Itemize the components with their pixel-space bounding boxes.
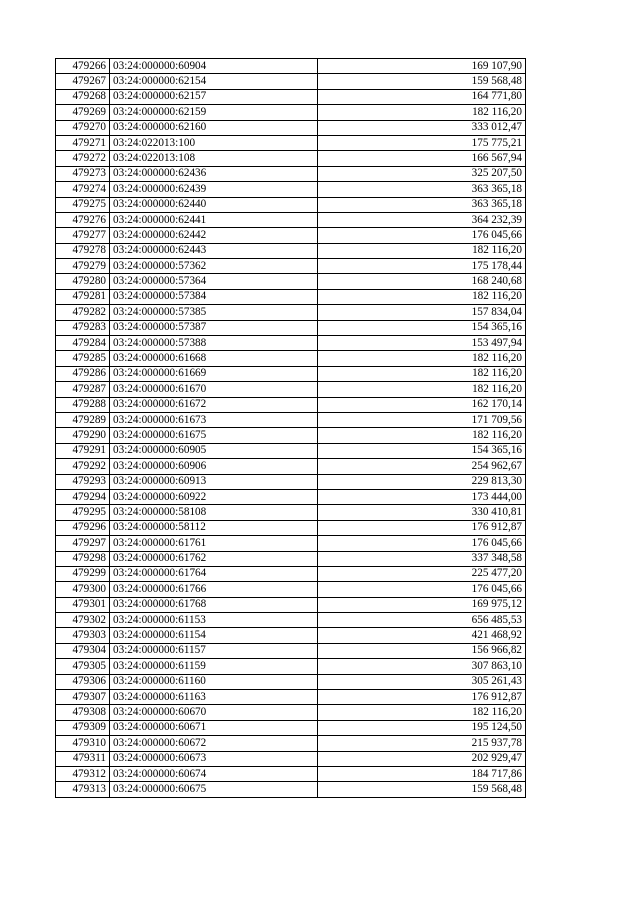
cadastral-value: 154 365,16 bbox=[318, 443, 526, 458]
cadastral-number: 03:24:000000:61762 bbox=[110, 551, 318, 566]
cadastral-number: 03:24:000000:61153 bbox=[110, 613, 318, 628]
cadastral-value: 182 116,20 bbox=[318, 105, 526, 120]
row-number: 479285 bbox=[56, 351, 110, 366]
table-row bbox=[56, 351, 526, 366]
cadastral-number: 03:24:000000:61670 bbox=[110, 382, 318, 397]
row-number: 479294 bbox=[56, 489, 110, 504]
table-row bbox=[56, 259, 526, 274]
row-number: 479277 bbox=[56, 228, 110, 243]
cadastral-value: 176 045,66 bbox=[318, 228, 526, 243]
cadastral-number: 03:24:000000:61675 bbox=[110, 428, 318, 443]
table-row bbox=[56, 551, 526, 566]
cadastral-number: 03:24:000000:60906 bbox=[110, 459, 318, 474]
cadastral-number: 03:24:000000:62159 bbox=[110, 105, 318, 120]
cadastral-number: 03:24:000000:61163 bbox=[110, 690, 318, 705]
cadastral-value: 169 975,12 bbox=[318, 597, 526, 612]
table-body bbox=[56, 59, 526, 798]
row-number: 479283 bbox=[56, 320, 110, 335]
cadastral-value-table bbox=[55, 58, 526, 798]
cadastral-number: 03:24:000000:61154 bbox=[110, 628, 318, 643]
table-row bbox=[56, 305, 526, 320]
cadastral-number: 03:24:000000:60672 bbox=[110, 736, 318, 751]
cadastral-value: 166 567,94 bbox=[318, 151, 526, 166]
table-row bbox=[56, 182, 526, 197]
cadastral-number: 03:24:000000:61673 bbox=[110, 412, 318, 427]
cadastral-value: 337 348,58 bbox=[318, 551, 526, 566]
row-number: 479278 bbox=[56, 243, 110, 258]
row-number: 479305 bbox=[56, 659, 110, 674]
cadastral-value: 168 240,68 bbox=[318, 274, 526, 289]
row-number: 479273 bbox=[56, 166, 110, 181]
row-number: 479291 bbox=[56, 443, 110, 458]
cadastral-number: 03:24:000000:62439 bbox=[110, 182, 318, 197]
row-number: 479288 bbox=[56, 397, 110, 412]
row-number: 479306 bbox=[56, 674, 110, 689]
row-number: 479293 bbox=[56, 474, 110, 489]
cadastral-number: 03:24:000000:58112 bbox=[110, 520, 318, 535]
cadastral-number: 03:24:000000:60905 bbox=[110, 443, 318, 458]
table-row bbox=[56, 536, 526, 551]
cadastral-value: 176 045,66 bbox=[318, 536, 526, 551]
table-row bbox=[56, 366, 526, 381]
cadastral-value: 176 912,87 bbox=[318, 520, 526, 535]
cadastral-value: 159 568,48 bbox=[318, 782, 526, 797]
row-number: 479309 bbox=[56, 720, 110, 735]
cadastral-value: 182 116,20 bbox=[318, 366, 526, 381]
row-number: 479299 bbox=[56, 566, 110, 581]
cadastral-number: 03:24:022013:108 bbox=[110, 151, 318, 166]
table-row bbox=[56, 289, 526, 304]
cadastral-value: 182 116,20 bbox=[318, 428, 526, 443]
table-row bbox=[56, 582, 526, 597]
cadastral-value: 182 116,20 bbox=[318, 243, 526, 258]
cadastral-value: 202 929,47 bbox=[318, 751, 526, 766]
cadastral-number: 03:24:000000:58108 bbox=[110, 505, 318, 520]
cadastral-number: 03:24:000000:61160 bbox=[110, 674, 318, 689]
row-number: 479302 bbox=[56, 613, 110, 628]
row-number: 479287 bbox=[56, 382, 110, 397]
cadastral-value: 229 813,30 bbox=[318, 474, 526, 489]
table-row bbox=[56, 120, 526, 135]
cadastral-value: 215 937,78 bbox=[318, 736, 526, 751]
cadastral-value: 363 365,18 bbox=[318, 182, 526, 197]
cadastral-value: 157 834,04 bbox=[318, 305, 526, 320]
cadastral-value: 162 170,14 bbox=[318, 397, 526, 412]
table-row bbox=[56, 59, 526, 74]
cadastral-value: 182 116,20 bbox=[318, 289, 526, 304]
row-number: 479280 bbox=[56, 274, 110, 289]
row-number: 479276 bbox=[56, 212, 110, 227]
table-row bbox=[56, 766, 526, 781]
row-number: 479311 bbox=[56, 751, 110, 766]
cadastral-number: 03:24:000000:61761 bbox=[110, 536, 318, 551]
cadastral-value: 175 178,44 bbox=[318, 259, 526, 274]
cadastral-value: 164 771,80 bbox=[318, 89, 526, 104]
cadastral-number: 03:24:000000:57388 bbox=[110, 336, 318, 351]
cadastral-value: 305 261,43 bbox=[318, 674, 526, 689]
table-row bbox=[56, 443, 526, 458]
row-number: 479304 bbox=[56, 643, 110, 658]
row-number: 479286 bbox=[56, 366, 110, 381]
row-number: 479298 bbox=[56, 551, 110, 566]
row-number: 479308 bbox=[56, 705, 110, 720]
cadastral-value: 159 568,48 bbox=[318, 74, 526, 89]
table-row bbox=[56, 520, 526, 535]
table-row bbox=[56, 336, 526, 351]
cadastral-number: 03:24:000000:60671 bbox=[110, 720, 318, 735]
cadastral-number: 03:24:000000:61157 bbox=[110, 643, 318, 658]
cadastral-value: 182 116,20 bbox=[318, 351, 526, 366]
cadastral-value: 307 863,10 bbox=[318, 659, 526, 674]
cadastral-value: 333 012,47 bbox=[318, 120, 526, 135]
row-number: 479292 bbox=[56, 459, 110, 474]
cadastral-number: 03:24:000000:62436 bbox=[110, 166, 318, 181]
cadastral-value: 176 045,66 bbox=[318, 582, 526, 597]
table-row bbox=[56, 243, 526, 258]
table-row bbox=[56, 705, 526, 720]
cadastral-value: 225 477,20 bbox=[318, 566, 526, 581]
row-number: 479301 bbox=[56, 597, 110, 612]
table-row bbox=[56, 459, 526, 474]
row-number: 479279 bbox=[56, 259, 110, 274]
table-row bbox=[56, 643, 526, 658]
row-number: 479300 bbox=[56, 582, 110, 597]
table-row bbox=[56, 197, 526, 212]
row-number: 479296 bbox=[56, 520, 110, 535]
cadastral-number: 03:24:000000:61768 bbox=[110, 597, 318, 612]
table-row bbox=[56, 505, 526, 520]
row-number: 479268 bbox=[56, 89, 110, 104]
row-number: 479281 bbox=[56, 289, 110, 304]
row-number: 479312 bbox=[56, 766, 110, 781]
cadastral-value: 195 124,50 bbox=[318, 720, 526, 735]
cadastral-number: 03:24:000000:57384 bbox=[110, 289, 318, 304]
cadastral-value: 656 485,53 bbox=[318, 613, 526, 628]
row-number: 479310 bbox=[56, 736, 110, 751]
table-row bbox=[56, 166, 526, 181]
table-row bbox=[56, 428, 526, 443]
table-row bbox=[56, 597, 526, 612]
cadastral-value: 421 468,92 bbox=[318, 628, 526, 643]
table-row bbox=[56, 274, 526, 289]
cadastral-number: 03:24:000000:57387 bbox=[110, 320, 318, 335]
row-number: 479272 bbox=[56, 151, 110, 166]
cadastral-number: 03:24:000000:61159 bbox=[110, 659, 318, 674]
table-row bbox=[56, 397, 526, 412]
cadastral-number: 03:24:022013:100 bbox=[110, 135, 318, 150]
table-row bbox=[56, 74, 526, 89]
cadastral-value: 169 107,90 bbox=[318, 59, 526, 74]
cadastral-number: 03:24:000000:60913 bbox=[110, 474, 318, 489]
cadastral-number: 03:24:000000:60922 bbox=[110, 489, 318, 504]
row-number: 479274 bbox=[56, 182, 110, 197]
row-number: 479290 bbox=[56, 428, 110, 443]
cadastral-number: 03:24:000000:62441 bbox=[110, 212, 318, 227]
cadastral-value: 182 116,20 bbox=[318, 705, 526, 720]
cadastral-value: 173 444,00 bbox=[318, 489, 526, 504]
row-number: 479295 bbox=[56, 505, 110, 520]
cadastral-number: 03:24:000000:62157 bbox=[110, 89, 318, 104]
table-row bbox=[56, 89, 526, 104]
table-row bbox=[56, 628, 526, 643]
row-number: 479282 bbox=[56, 305, 110, 320]
table-row bbox=[56, 228, 526, 243]
row-number: 479313 bbox=[56, 782, 110, 797]
cadastral-number: 03:24:000000:62443 bbox=[110, 243, 318, 258]
cadastral-number: 03:24:000000:60673 bbox=[110, 751, 318, 766]
cadastral-value: 364 232,39 bbox=[318, 212, 526, 227]
table-row bbox=[56, 782, 526, 797]
table-row bbox=[56, 736, 526, 751]
row-number: 479267 bbox=[56, 74, 110, 89]
table-row bbox=[56, 151, 526, 166]
cadastral-value: 363 365,18 bbox=[318, 197, 526, 212]
cadastral-value: 175 775,21 bbox=[318, 135, 526, 150]
cadastral-value: 176 912,87 bbox=[318, 690, 526, 705]
table-row bbox=[56, 382, 526, 397]
cadastral-value: 184 717,86 bbox=[318, 766, 526, 781]
table-row bbox=[56, 613, 526, 628]
row-number: 479266 bbox=[56, 59, 110, 74]
cadastral-value: 154 365,16 bbox=[318, 320, 526, 335]
cadastral-number: 03:24:000000:61668 bbox=[110, 351, 318, 366]
cadastral-number: 03:24:000000:57364 bbox=[110, 274, 318, 289]
row-number: 479289 bbox=[56, 412, 110, 427]
cadastral-number: 03:24:000000:62154 bbox=[110, 74, 318, 89]
cadastral-value: 254 962,67 bbox=[318, 459, 526, 474]
table-row bbox=[56, 659, 526, 674]
table-row bbox=[56, 489, 526, 504]
cadastral-number: 03:24:000000:61764 bbox=[110, 566, 318, 581]
cadastral-value: 325 207,50 bbox=[318, 166, 526, 181]
table-row bbox=[56, 412, 526, 427]
cadastral-value: 153 497,94 bbox=[318, 336, 526, 351]
document-page bbox=[55, 58, 526, 798]
cadastral-number: 03:24:000000:61766 bbox=[110, 582, 318, 597]
table-row bbox=[56, 212, 526, 227]
cadastral-number: 03:24:000000:60670 bbox=[110, 705, 318, 720]
table-row bbox=[56, 105, 526, 120]
table-row bbox=[56, 674, 526, 689]
cadastral-number: 03:24:000000:61672 bbox=[110, 397, 318, 412]
table-row bbox=[56, 320, 526, 335]
row-number: 479307 bbox=[56, 690, 110, 705]
cadastral-number: 03:24:000000:57362 bbox=[110, 259, 318, 274]
cadastral-number: 03:24:000000:62440 bbox=[110, 197, 318, 212]
table-row bbox=[56, 751, 526, 766]
cadastral-number: 03:24:000000:60674 bbox=[110, 766, 318, 781]
cadastral-value: 330 410,81 bbox=[318, 505, 526, 520]
table-row bbox=[56, 566, 526, 581]
cadastral-number: 03:24:000000:57385 bbox=[110, 305, 318, 320]
table-row bbox=[56, 474, 526, 489]
row-number: 479271 bbox=[56, 135, 110, 150]
table-row bbox=[56, 720, 526, 735]
cadastral-value: 182 116,20 bbox=[318, 382, 526, 397]
table-row bbox=[56, 690, 526, 705]
cadastral-number: 03:24:000000:60675 bbox=[110, 782, 318, 797]
row-number: 479297 bbox=[56, 536, 110, 551]
cadastral-number: 03:24:000000:62160 bbox=[110, 120, 318, 135]
cadastral-number: 03:24:000000:62442 bbox=[110, 228, 318, 243]
row-number: 479303 bbox=[56, 628, 110, 643]
row-number: 479269 bbox=[56, 105, 110, 120]
cadastral-number: 03:24:000000:60904 bbox=[110, 59, 318, 74]
table-row bbox=[56, 135, 526, 150]
row-number: 479275 bbox=[56, 197, 110, 212]
row-number: 479284 bbox=[56, 336, 110, 351]
row-number: 479270 bbox=[56, 120, 110, 135]
cadastral-value: 156 966,82 bbox=[318, 643, 526, 658]
cadastral-value: 171 709,56 bbox=[318, 412, 526, 427]
cadastral-number: 03:24:000000:61669 bbox=[110, 366, 318, 381]
